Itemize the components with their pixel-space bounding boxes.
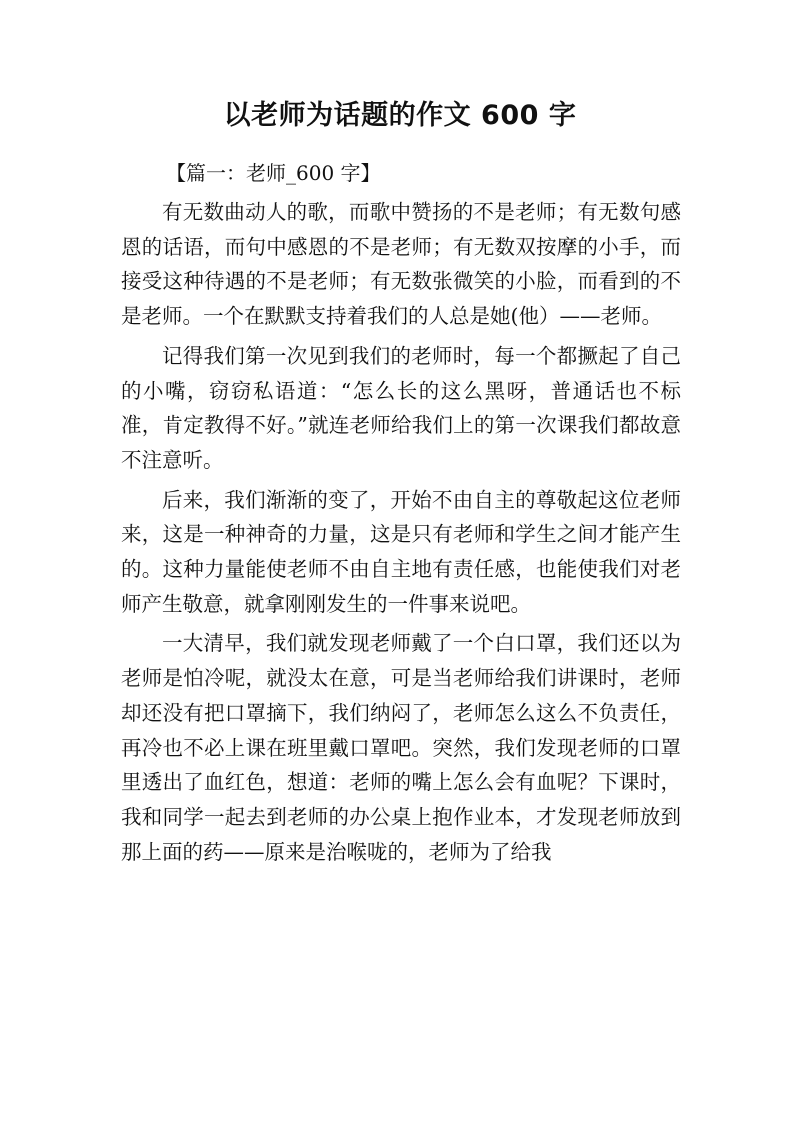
paragraph: 后来，我们渐渐的变了，开始不由自主的尊敬起这位老师来，这是一种神奇的力量，这是只有老师和学生之间才能产生的。这种力量能使老师不由自主地有责任感，也能使我们对老师产生敬意，就拿刚刚发生的一件事来说吧。 (121, 487, 681, 616)
paragraph: 有无数曲动人的歌，而歌中赞扬的不是老师；有无数句感恩的话语，而句中感恩的不是老师；有无数双按摩的小手，而接受这种待遇的不是老师；有无数张微笑的小脸，而看到的不是老师。一个在默默支持着我们的人总是她(他）——老师。 (121, 200, 681, 329)
section-label: 【篇一：老师_600 字】 (166, 161, 381, 185)
document-body (121, 195, 681, 874)
paragraph: 一大清早，我们就发现老师戴了一个白口罩，我们还以为老师是怕冷呢，就没太在意，可是当老师给我们讲课时，老师却还没有把口罩摘下，我们纳闷了，老师怎么这么不负责任，再冷也不必上课在班里戴口罩吧。突然，我们发现老师的口罩里透出了血红色，想道：老师的嘴上怎么会有血呢？下课时，我和同学一起去到老师的办公桌上抱作业本，才发现老师放到那上面的药——原来是治喉咙的，老师为了给我 (121, 631, 681, 864)
paragraph: 记得我们第一次见到我们的老师时，每一个都撅起了自己的小嘴，窃窃私语道：“怎么长的这么黑呀，普通话也不标准，肯定教得不好。”就连老师给我们上的第一次课我们都故意不注意听。 (121, 343, 681, 472)
document-title: 以老师为话题的作文 600 字 (223, 100, 577, 131)
